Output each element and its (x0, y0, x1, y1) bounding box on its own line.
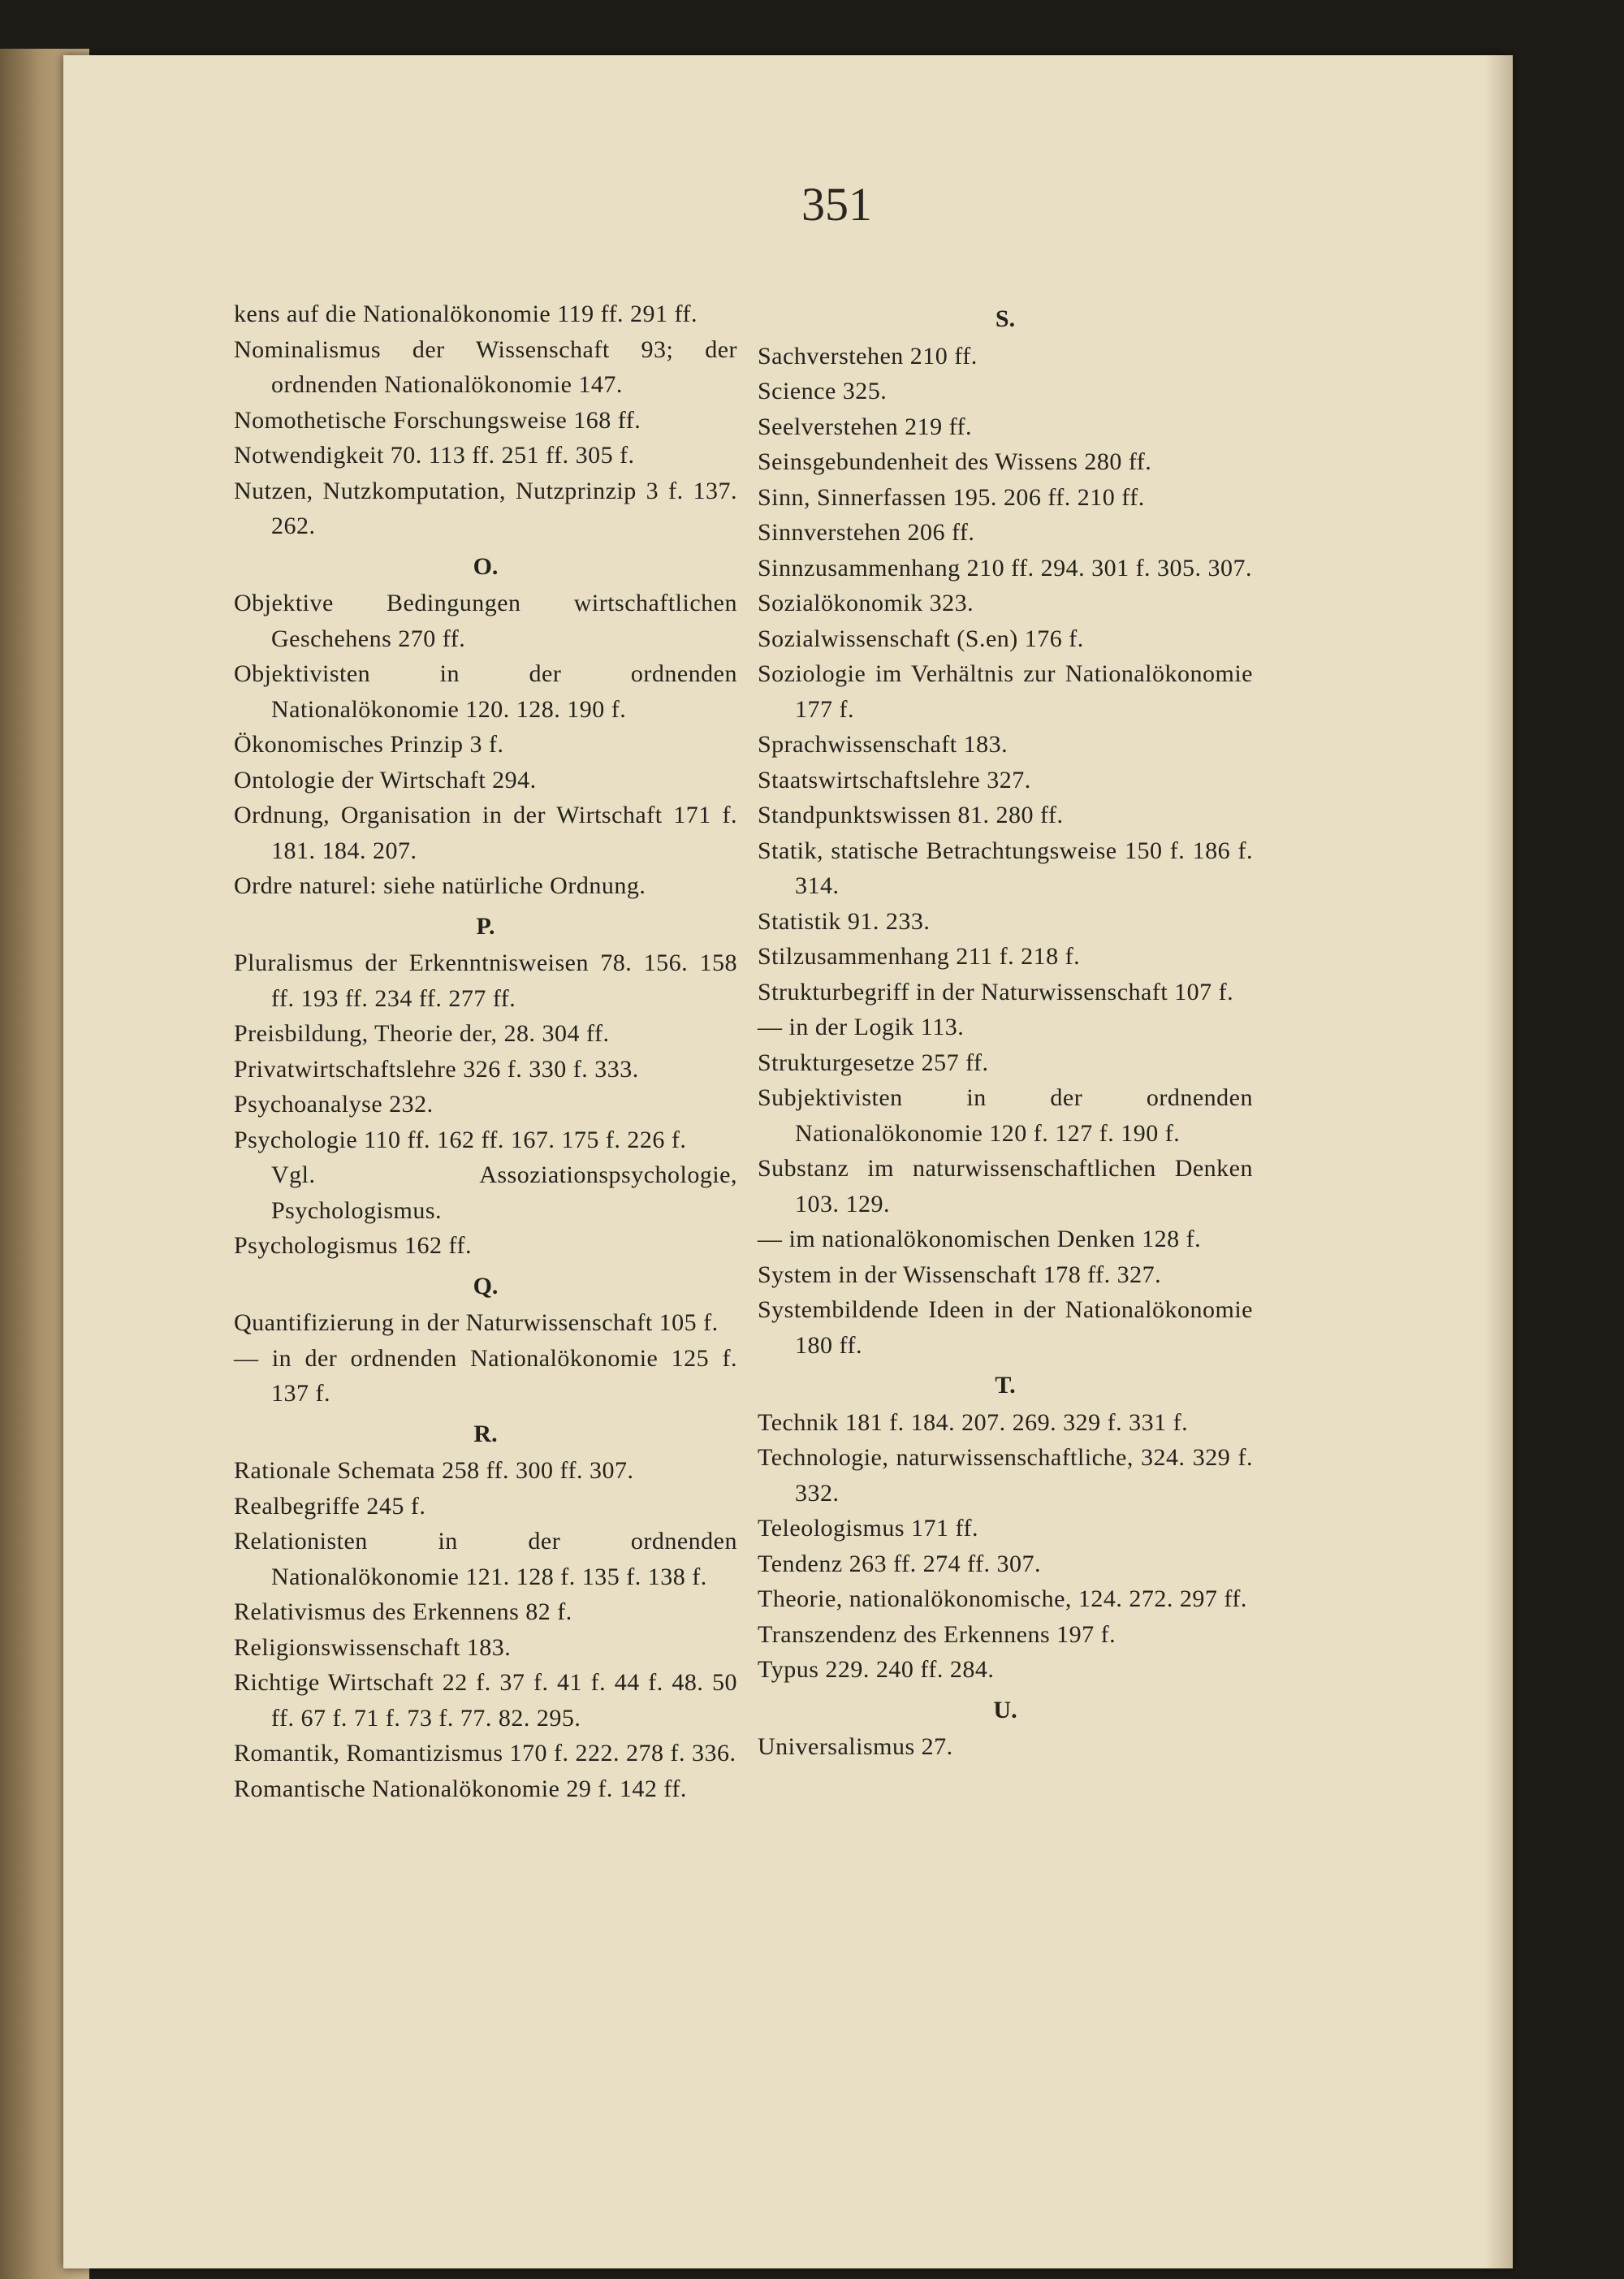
index-entry: Sinnzusammenhang 210 ff. 294. 301 f. 305. 307. (758, 554, 1253, 582)
index-entry: Psychologismus 162 ff. (234, 1232, 472, 1259)
index-entry: Objektivisten in der ordnenden Nationalökonomie 120. 128. 190 f. (234, 660, 737, 723)
index-entry: Pluralismus der Erkenntnisweisen 78. 156. 158 ff. 193 ff. 234 ff. 277 ff. (234, 949, 737, 1012)
section-letter-heading: S. (995, 305, 1016, 332)
index-entry: Science 325. (758, 378, 888, 404)
index-entry: Quantifizierung in der Naturwissenschaft 105 f. (234, 1309, 719, 1336)
index-entry: Subjektivisten in der ordnenden Nationalökonomie 120 f. 127 f. 190 f. (758, 1084, 1253, 1147)
section-letter-heading: T. (995, 1372, 1016, 1399)
index-entry: Sachverstehen 210 ff. (758, 342, 978, 370)
section-letter-heading: O. (473, 552, 499, 580)
index-entry: Ordnung, Organisation in der Wirtschaft 171 f. 181. 184. 207. (234, 802, 737, 864)
index-entry: Strukturgesetze 257 ff. (758, 1049, 989, 1076)
index-entry: Standpunktswissen 81. 280 ff. (758, 802, 1064, 828)
index-entry: Sprachwissenschaft 183. (758, 731, 1009, 758)
index-entry: Relativismus des Erkennens 82 f. (234, 1598, 572, 1625)
index-entry: Sozialwissenschaft (S.en) 176 f. (758, 625, 1084, 652)
index-entry: System in der Wissenschaft 178 ff. 327. (758, 1261, 1162, 1288)
index-entry: Ontologie der Wirtschaft 294. (234, 766, 537, 794)
index-entry: Psychologie 110 ff. 162 ff. 167. 175 f. 226 f. (234, 1126, 687, 1153)
index-entry: Typus 229. 240 ff. 284. (758, 1656, 995, 1683)
index-entry: Psychoanalyse 232. (234, 1091, 434, 1118)
index-entry: Ordre naturel: siehe natürliche Ordnung. (234, 872, 646, 899)
index-entry: Universalismus 27. (758, 1733, 953, 1760)
index-entry: Objektive Bedingungen wirtschaftlichen Geschehens 270 ff. (234, 590, 737, 652)
index-entry: Richtige Wirtschaft 22 f. 37 f. 41 f. 44 f. 48. 50 ff. 67 f. 71 f. 73 f. 77. 82. 295. (234, 1669, 737, 1732)
index-entry: Nominalismus der Wissenschaft 93; der ordnenden Nationalökonomie 147. (234, 335, 737, 398)
index-entry: Romantik, Romantizismus 170 f. 222. 278 f. 336. (234, 1740, 736, 1767)
index-entry: Preisbildung, Theorie der, 28. 304 ff. (234, 1020, 610, 1047)
index-entry: Stilzusammenhang 211 f. 218 f. (758, 943, 1081, 970)
index-entry: Realbegriffe 245 f. (234, 1492, 426, 1520)
index-entry: Tendenz 263 ff. 274 ff. 307. (758, 1550, 1042, 1577)
index-entry: Notwendigkeit 70. 113 ff. 251 ff. 305 f. (234, 442, 635, 469)
index-entry: Sozialökonomik 323. (758, 590, 974, 616)
index-entry: Nomothetische Forschungsweise 168 ff. (234, 406, 641, 434)
index-entry: Rationale Schemata 258 ff. 300 ff. 307. (234, 1457, 634, 1484)
index-entry: Soziologie im Verhältnis zur Nationalökonomie 177 f. (758, 660, 1253, 723)
index-entry: Theorie, nationalökonomische, 124. 272. 297 ff. (758, 1585, 1247, 1612)
index-entry: Seelverstehen 219 ff. (758, 413, 973, 440)
index-column-right (758, 296, 1253, 1765)
section-letter-heading: Q. (473, 1272, 499, 1300)
index-entry: — in der Logik 113. (758, 1014, 965, 1040)
index-entry: Privatwirtschaftslehre 326 f. 330 f. 333. (234, 1055, 639, 1083)
index-entry: Seinsgebundenheit des Wissens 280 ff. (758, 448, 1152, 475)
book-page (63, 55, 1513, 2268)
index-entry: Transzendenz des Erkennens 197 f. (758, 1620, 1116, 1648)
index-entry: Teleologismus 171 ff. (758, 1515, 978, 1542)
index-entry: — im nationalökonomischen Denken 128 f. (758, 1226, 1202, 1252)
index-entry: Romantische Nationalökonomie 29 f. 142 ff. (234, 1775, 687, 1802)
index-entry: Systembildende Ideen in der Nationalökonomie 180 ff. (758, 1296, 1253, 1359)
index-entry: — in der ordnenden Nationalökonomie 125 f. 137 f. (234, 1344, 737, 1407)
section-letter-heading: U. (993, 1696, 1017, 1723)
index-entry: Religionswissenschaft 183. (234, 1633, 512, 1661)
index-entry: Staatswirtschaftslehre 327. (758, 766, 1031, 794)
section-letter-heading: P. (476, 912, 495, 940)
index-entry: Substanz im naturwissenschaftlichen Denken 103. 129. (758, 1155, 1253, 1217)
index-entry: Sinn, Sinnerfassen 195. 206 ff. 210 ff. (758, 483, 1145, 511)
index-entry: Statistik 91. 233. (758, 907, 931, 935)
index-entry: Sinnverstehen 206 ff. (758, 519, 975, 546)
index-entry: Technologie, naturwissenschaftliche, 324. 329 f. 332. (758, 1444, 1253, 1507)
page-edge-shadow (1485, 55, 1513, 2268)
index-see-also-note: Vgl. Assoziationspsychologie, Psychologismus. (271, 1161, 737, 1224)
index-entry: Statik, statische Betrachtungsweise 150 f. 186 f. 314. (758, 837, 1253, 899)
page-number: 351 (801, 178, 872, 231)
index-entry: kens auf die Nationalökonomie 119 ff. 291 ff. (234, 301, 698, 327)
index-entry: Ökonomisches Prinzip 3 f. (234, 731, 504, 758)
index-column-left (234, 296, 737, 1806)
index-entry: Relationisten in der ordnenden Nationalökonomie 121. 128 f. 135 f. 138 f. (234, 1528, 737, 1590)
index-entry: Technik 181 f. 184. 207. 269. 329 f. 331 f. (758, 1408, 1189, 1436)
index-entry: Strukturbegriff in der Naturwissenschaft 107 f. (758, 978, 1234, 1005)
section-letter-heading: R. (473, 1420, 498, 1447)
index-entry: Nutzen, Nutzkomputation, Nutzprinzip 3 f. 137. 262. (234, 477, 737, 539)
